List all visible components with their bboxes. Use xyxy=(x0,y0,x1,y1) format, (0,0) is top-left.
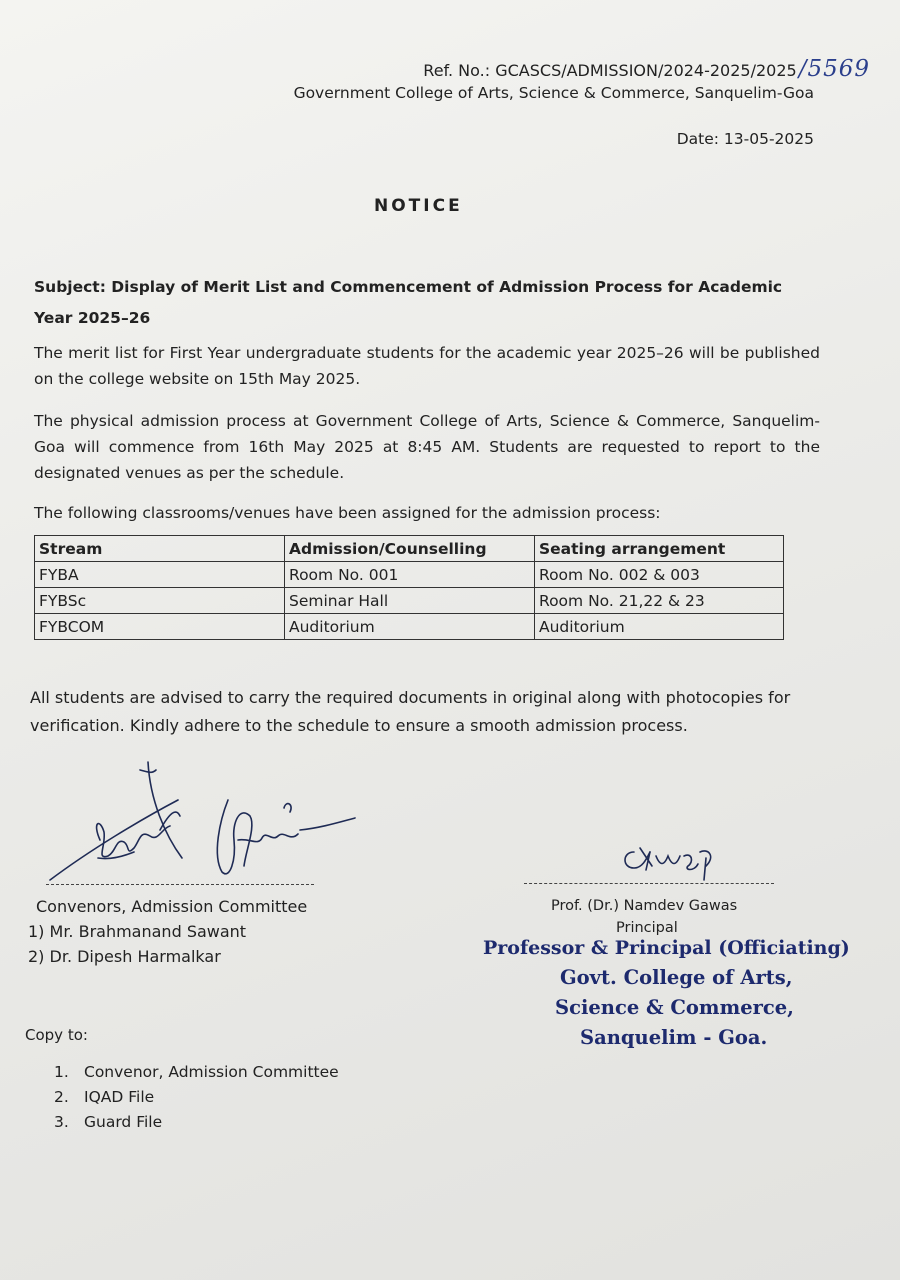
principal-signature-line xyxy=(524,883,774,884)
college-name: Government College of Arts, Science & Commerce, Sanquelim-Goa xyxy=(293,84,814,102)
convenor-signature-line xyxy=(46,884,314,885)
copy-to-item xyxy=(54,1063,339,1081)
convenor-member: 1) Mr. Brahmanand Sawant xyxy=(28,922,247,941)
convenor-signature xyxy=(50,762,182,880)
handwritten-reference-number: /5569 xyxy=(798,56,870,82)
table-cell: Seminar Hall xyxy=(285,588,535,614)
documents-advice-paragraph: All students are advised to carry the required documents in original along with photocopies for verification. Kindly adhere to the schedule to ensure a smooth admission process. xyxy=(30,688,791,735)
venues-intro-paragraph: The following classrooms/venues have been assigned for the admission process: xyxy=(34,504,661,522)
principal-stamp-line: Sanquelim - Goa. xyxy=(580,1026,768,1049)
copy-item-text: IQAD File xyxy=(84,1088,155,1106)
principal-stamp-line: Professor & Principal (Officiating) xyxy=(483,937,850,959)
table-cell: Room No. 002 & 003 xyxy=(535,562,784,588)
table-cell: FYBCOM xyxy=(35,614,285,640)
merit-list-paragraph: The merit list for First Year undergraduate students for the academic year 2025–26 will be published on the college website on 15th May 2025. xyxy=(34,344,820,388)
copy-item-number: 3. xyxy=(54,1113,69,1131)
copy-to-label: Copy to: xyxy=(25,1026,88,1044)
principal-signature xyxy=(625,848,711,880)
table-cell: FYBA xyxy=(35,562,285,588)
table-header-seating: Seating arrangement xyxy=(535,536,784,562)
table-cell: Room No. 001 xyxy=(285,562,535,588)
table-header-admission: Admission/Counselling xyxy=(285,536,535,562)
principal-name: Prof. (Dr.) Namdev Gawas xyxy=(551,898,738,914)
convenor-member: 2) Dr. Dipesh Harmalkar xyxy=(28,947,221,966)
copy-item-number: 2. xyxy=(54,1088,69,1106)
table-header-stream: Stream xyxy=(35,536,285,562)
second-convenor-signature xyxy=(217,800,355,874)
reference-number-text: Ref. No.: GCASCS/ADMISSION/2024-2025/2025 xyxy=(423,61,797,80)
admission-process-paragraph: The physical admission process at Government College of Arts, Science & Commerce, Sanquelim-Goa will commence from 16th May 2025 at 8:45 AM. Students are requested to report to the designated venues as per the schedule. xyxy=(34,412,820,482)
copy-item-number: 1. xyxy=(54,1063,69,1081)
copy-item-text: Guard File xyxy=(84,1113,163,1131)
table-cell: Auditorium xyxy=(535,614,784,640)
copy-item-text: Convenor, Admission Committee xyxy=(84,1063,339,1081)
notice-subject: Subject: Display of Merit List and Commencement of Admission Process for Academic Year 2025–26 xyxy=(34,278,783,327)
notice-date: Date: 13-05-2025 xyxy=(676,130,814,148)
principal-stamp-line: Science & Commerce, xyxy=(555,996,794,1019)
copy-to-item xyxy=(54,1113,162,1131)
copy-to-item xyxy=(54,1088,154,1106)
convenors-title: Convenors, Admission Committee xyxy=(36,897,308,916)
notice-title: NOTICE xyxy=(374,196,463,216)
table-cell: Auditorium xyxy=(285,614,535,640)
principal-stamp-line: Govt. College of Arts, xyxy=(560,966,793,989)
table-cell: Room No. 21,22 & 23 xyxy=(535,588,784,614)
table-cell: FYBSc xyxy=(35,588,285,614)
principal-role: Principal xyxy=(616,920,678,936)
